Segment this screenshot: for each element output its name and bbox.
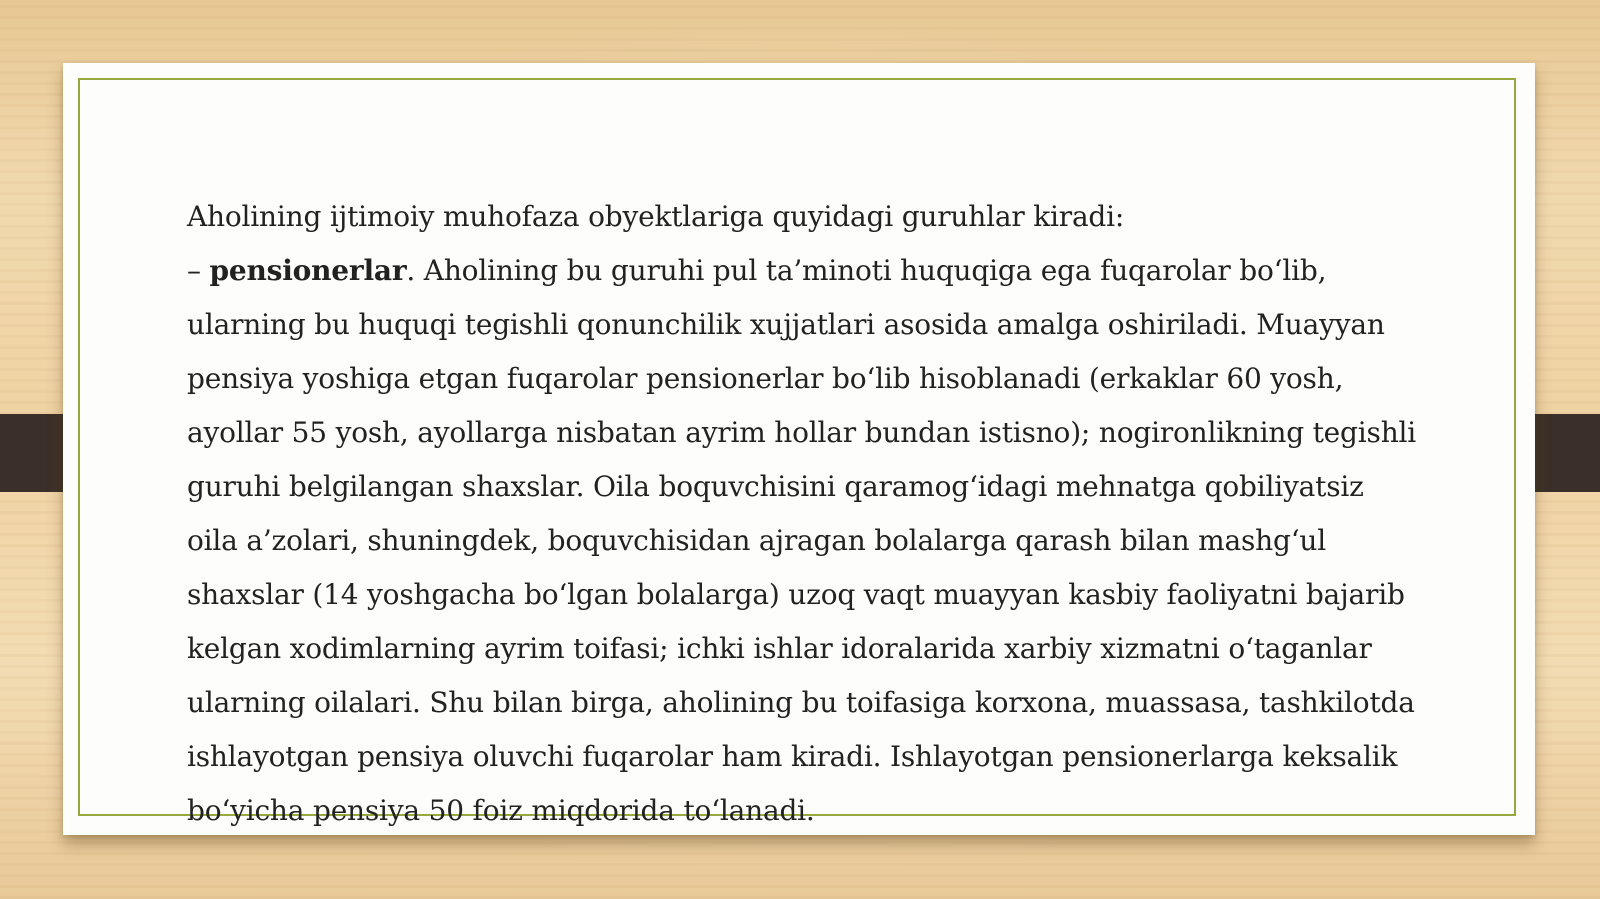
pensioners-term: pensionerlar (209, 254, 407, 287)
intro-line: Aholining ijtimoiy muhofaza obyektlariga quyidagi guruhlar kiradi: (187, 200, 1125, 233)
pensioners-paragraph (187, 244, 1417, 838)
pensioners-description: . Aholining bu guruhi pul ta’minoti huquqiga ega fuqarolar bo‘lib, ularning bu huquqi tegishli qonunchilik xujjatlari asosida amalga oshiriladi. Muayyan pensiya yoshiga etgan fuqarolar pensionerlar bo‘lib hisoblanadi (erkaklar 60 yosh, ayollar 55 yosh, ayollarga nisbatan ayrim hollar bundan istisno); nogironlikning tegishli guruhi belgilangan shaxslar. Oila boquvchisini qaramog‘idagi mehnatga qobiliyatsiz oila a’zolari, shuningdek, boquvchisidan ajragan bolalarga qarash bilan mashg‘ul shaxslar (14 yoshgacha bo‘lgan bolalarga) uzoq vaqt muayyan kasbiy faoliyatni bajarib kelgan xodimlarning ayrim toifasi; ichki ishlar idoralarida xarbiy xizmatni o‘taganlar ularning oilalari. Shu bilan birga, aholining bu toifasiga korxona, muassasa, tashkilotda ishlayotgan pensiya oluvchi fuqarolar ham kiradi. Ishlayotgan pensionerlarga keksalik bo‘yicha pensiya 50 foiz miqdorida to‘lanadi. (187, 254, 1417, 827)
list-dash: – (187, 254, 210, 287)
slide-text-block (187, 190, 1417, 838)
